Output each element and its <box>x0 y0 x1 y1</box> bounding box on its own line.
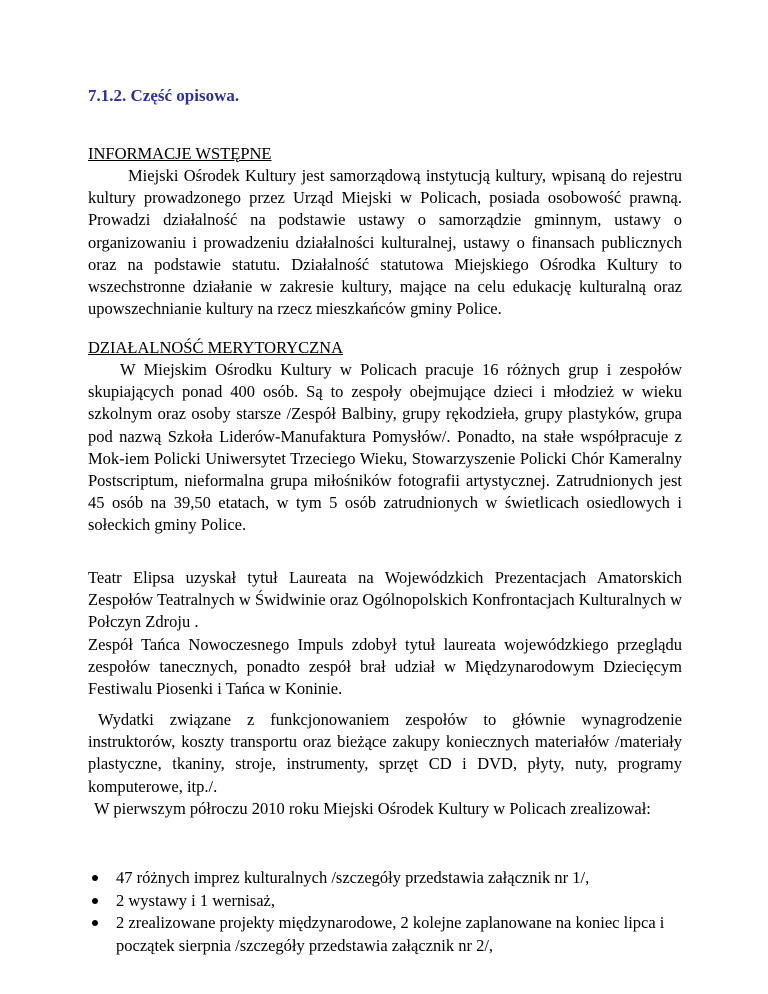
section-title-informacje: INFORMACJE WSTĘPNE <box>88 144 272 163</box>
paragraph-informacje: Miejski Ośrodek Kultury jest samorządową instytucją kultury, wpisaną do rejestru kultury prowadzonego przez Urząd Miejski w Policach, posiada osobowość prawną. Prowadzi działalność na podstawie ustawy o samorządzie gminnym, ustawy o organizowaniu i prowadzeniu działalności kulturalnej, ustawy o finansach publicznych oraz na podstawie statutu. Działalność statutowa Miejskiego Ośrodka Kultury to wszechstronne działanie w zakresie kultury, mające na celu edukację kulturalną oraz upowszechnianie kultury na rzecz mieszkańców gminy Police. <box>88 166 682 319</box>
paragraph-wydatki: Wydatki związane z funkcjonowaniem zespołów to głównie wynagrodzenie instruktorów, koszty transportu oraz bieżące zakupy koniecznych materiałów /materiały plastyczne, tkaniny, stroje, instrumenty, sprzęt CD i DVD, płyty, nuty, programy komputerowe, itp./. <box>88 710 682 796</box>
bullet-icon <box>92 898 98 904</box>
list-item: 2 wystawy i 1 wernisaż, <box>88 890 682 912</box>
section-title-dzialalnosc: DZIAŁALNOŚĆ MERYTORYCZNA <box>88 338 344 357</box>
bullet-icon <box>92 875 98 881</box>
bullet-icon <box>92 920 98 926</box>
list-item: 47 różnych imprez kulturalnych /szczegóły przedstawia załącznik nr 1/, <box>88 867 682 889</box>
paragraph-zespol-impuls: Zespół Tańca Nowoczesnego Impuls zdobył tytuł laureata wojewódzkiego przeglądu zespołów tanecznych, ponadto zespół brał udział w Międzynarodowym Dziecięcym Festiwalu Piosenki i Tańca w Koninie. <box>88 635 682 699</box>
paragraph-summary-intro: W pierwszym półroczu 2010 roku Miejski Ośrodek Kultury w Policach zrealizował: <box>94 799 651 818</box>
summary-list <box>88 867 682 957</box>
paragraph-teatr-elipsa: Teatr Elipsa uzyskał tytuł Laureata na Wojewódzkich Prezentacjach Amatorskich Zespołów Teatralnych w Świdwinie oraz Ogólnopolskich Konfrontacjach Kulturalnych w Połczyn Zdroju . <box>88 568 682 632</box>
page-title: 7.1.2. Część opisowa. <box>88 86 240 105</box>
list-item: 2 zrealizowane projekty międzynarodowe, 2 kolejne zaplanowane na koniec lipca i początek sierpnia /szczegóły przedstawia załącznik nr 2/, <box>88 912 682 956</box>
paragraph-dzialalnosc: W Miejskim Ośrodku Kultury w Policach pracuje 16 różnych grup i zespołów skupiających ponad 400 osób. Są to zespoły obejmujące dzieci i młodzież w wieku szkolnym oraz osoby starsze /Zespół Balbiny, grupy rękodzieła, grupy plastyków, grupa pod nazwą Szkoła Liderów-Manufaktura Pomysłów/. Ponadto, na stałe współpracuje z Mok-iem Policki Uniwersytet Trzeciego Wieku, Stowarzyszenie Policki Chór Kameralny Postscriptum, nieformalna grupa miłośników fotografii artystycznej. Zatrudnionych jest 45 osób na 39,50 etatach, w tym 5 osób zatrudnionych w świetlicach osiedlowych i sołeckich gminy Police. <box>88 360 682 535</box>
